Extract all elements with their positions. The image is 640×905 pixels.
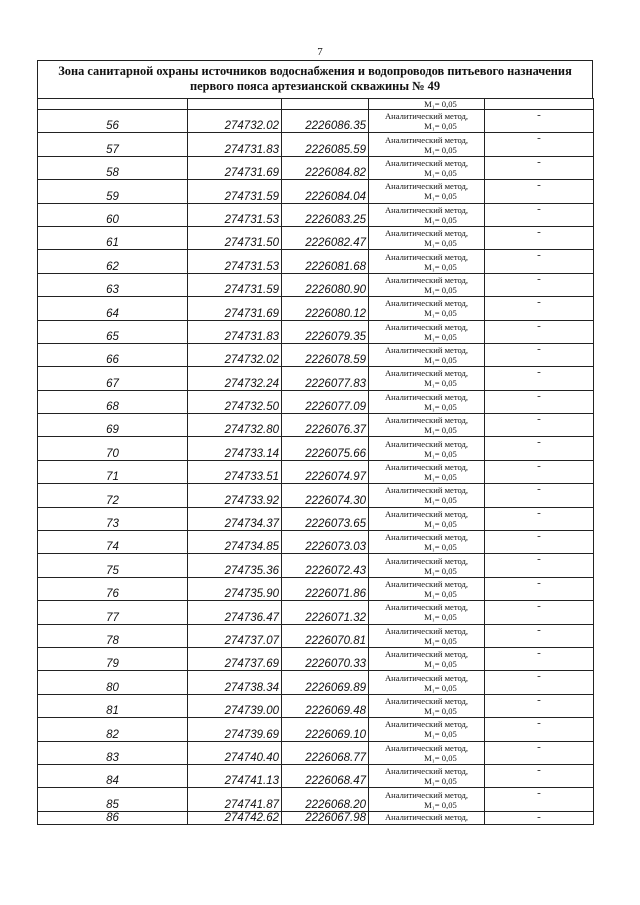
table-row xyxy=(38,694,594,717)
cell-note: - xyxy=(485,694,594,717)
cell-y: 2226084.04 xyxy=(282,180,369,203)
cell-point-number: 60 xyxy=(38,203,188,226)
cell-y: 2226086.35 xyxy=(282,110,369,133)
page-number: 7 xyxy=(317,46,323,58)
table-title-line-2: первого пояса артезианской скважины № 49 xyxy=(189,79,441,93)
method-accuracy: M₁= 0,05 xyxy=(424,378,457,389)
table-row xyxy=(38,414,594,437)
cell-x: 274731.53 xyxy=(188,203,282,226)
cell-y: 2226070.33 xyxy=(282,647,369,670)
table-row xyxy=(38,320,594,343)
cell-point-number: 75 xyxy=(38,554,188,577)
cell-note: - xyxy=(485,764,594,787)
cell-method xyxy=(369,741,485,764)
cell-x: 274731.69 xyxy=(188,156,282,179)
method-name: Аналитический метод, xyxy=(384,811,469,822)
cell-method xyxy=(369,507,485,530)
cell-method xyxy=(369,226,485,249)
cell-point-number: 61 xyxy=(38,226,188,249)
cell-method xyxy=(369,671,485,694)
cell-point-number: 78 xyxy=(38,624,188,647)
cell-x: 274731.83 xyxy=(188,320,282,343)
method-name: Аналитический метод, xyxy=(384,345,469,356)
cell-x: 274732.02 xyxy=(188,110,282,133)
cell-x: 274734.85 xyxy=(188,531,282,554)
cell-point-number: 73 xyxy=(38,507,188,530)
cell-note xyxy=(485,99,594,110)
cell-x: 274732.50 xyxy=(188,390,282,413)
method-name: Аналитический метод, xyxy=(384,415,469,426)
cell-point-number: 83 xyxy=(38,741,188,764)
cell-y: 2226074.97 xyxy=(282,460,369,483)
cell-y: 2226080.90 xyxy=(282,273,369,296)
cell-x: 274739.69 xyxy=(188,718,282,741)
method-name: Аналитический метод, xyxy=(384,485,469,496)
cell-point-number: 85 xyxy=(38,788,188,811)
table-row xyxy=(38,437,594,460)
method-name: Аналитический метод, xyxy=(384,602,469,613)
cell-method xyxy=(369,320,485,343)
method-accuracy: M₁= 0,05 xyxy=(424,144,457,155)
method-name: Аналитический метод, xyxy=(384,742,469,753)
cell-y: 2226079.35 xyxy=(282,320,369,343)
method-accuracy: M₁= 0,05 xyxy=(424,121,457,132)
cell-method xyxy=(369,718,485,741)
table-row xyxy=(38,297,594,320)
cell-x: 274741.87 xyxy=(188,788,282,811)
cell-y: 2226085.59 xyxy=(282,133,369,156)
cell-y xyxy=(282,99,369,110)
method-name: Аналитический метод, xyxy=(384,719,469,730)
cell-y: 2226068.20 xyxy=(282,788,369,811)
method-name: Аналитический метод, xyxy=(384,438,469,449)
method-accuracy: M₁= 0,05 xyxy=(424,238,457,249)
cell-y: 2226078.59 xyxy=(282,343,369,366)
method-accuracy: M₁= 0,05 xyxy=(424,284,457,295)
table-row-continued xyxy=(38,99,594,110)
cell-point-number: 62 xyxy=(38,250,188,273)
method-accuracy: M₁= 0,05 xyxy=(424,705,457,716)
method-name: Аналитический метод, xyxy=(384,274,469,285)
method-name: Аналитический метод, xyxy=(384,649,469,660)
method-accuracy: M₁= 0,05 xyxy=(424,448,457,459)
method-accuracy: M₁= 0,05 xyxy=(424,167,457,178)
method-name: Аналитический метод, xyxy=(384,228,469,239)
table-row xyxy=(38,741,594,764)
cell-x: 274733.14 xyxy=(188,437,282,460)
cell-x: 274731.69 xyxy=(188,297,282,320)
cell-x: 274734.37 xyxy=(188,507,282,530)
table-row xyxy=(38,203,594,226)
cell-x: 274737.69 xyxy=(188,647,282,670)
cell-x: 274738.34 xyxy=(188,671,282,694)
method-accuracy: M₁= 0,05 xyxy=(424,776,457,787)
cell-point-number: 69 xyxy=(38,414,188,437)
coordinates-sheet xyxy=(37,60,593,825)
method-accuracy: M₁= 0,05 xyxy=(424,308,457,319)
cell-note: - xyxy=(485,437,594,460)
cell-y: 2226075.66 xyxy=(282,437,369,460)
cell-method xyxy=(369,180,485,203)
cell-point-number: 79 xyxy=(38,647,188,670)
cell-note: - xyxy=(485,647,594,670)
cell-x: 274731.83 xyxy=(188,133,282,156)
table-row xyxy=(38,273,594,296)
method-accuracy: M₁= 0,05 xyxy=(424,635,457,646)
cell-y: 2226071.86 xyxy=(282,577,369,600)
cell-note: - xyxy=(485,203,594,226)
method-accuracy: M₁= 0,05 xyxy=(424,682,457,693)
cell-x: 274739.00 xyxy=(188,694,282,717)
cell-y: 2226067.98 xyxy=(282,811,369,824)
cell-note: - xyxy=(485,601,594,624)
cell-x: 274735.36 xyxy=(188,554,282,577)
cell-x: 274740.40 xyxy=(188,741,282,764)
cell-x: 274731.50 xyxy=(188,226,282,249)
cell-y: 2226072.43 xyxy=(282,554,369,577)
cell-method xyxy=(369,601,485,624)
coordinates-table xyxy=(37,98,594,825)
method-name: Аналитический метод, xyxy=(384,391,469,402)
table-title xyxy=(37,60,593,98)
cell-point-number: 72 xyxy=(38,484,188,507)
table-row xyxy=(38,180,594,203)
cell-y: 2226069.10 xyxy=(282,718,369,741)
method-accuracy: M₁= 0,05 xyxy=(424,799,457,810)
cell-note: - xyxy=(485,788,594,811)
cell-method xyxy=(369,577,485,600)
cell-point-number: 65 xyxy=(38,320,188,343)
cell-method xyxy=(369,460,485,483)
cell-method xyxy=(369,694,485,717)
cell-point-number: 66 xyxy=(38,343,188,366)
cell-note: - xyxy=(485,531,594,554)
method-accuracy: M₁= 0,05 xyxy=(424,214,457,225)
cell-x: 274735.90 xyxy=(188,577,282,600)
cell-note: - xyxy=(485,718,594,741)
cell-y: 2226074.30 xyxy=(282,484,369,507)
cell-method xyxy=(369,414,485,437)
method-name: Аналитический метод, xyxy=(384,298,469,309)
cell-method xyxy=(369,250,485,273)
cell-point-number: 76 xyxy=(38,577,188,600)
cell-note: - xyxy=(485,460,594,483)
table-row xyxy=(38,484,594,507)
cell-method xyxy=(369,624,485,647)
cell-point-number: 56 xyxy=(38,110,188,133)
cell-x: 274733.51 xyxy=(188,460,282,483)
method-accuracy: M₁= 0,05 xyxy=(424,425,457,436)
method-name: Аналитический метод, xyxy=(384,579,469,589)
cell-method xyxy=(369,203,485,226)
cell-note: - xyxy=(485,133,594,156)
cell-y: 2226069.89 xyxy=(282,671,369,694)
cell-y: 2226077.83 xyxy=(282,367,369,390)
method-accuracy: M₁= 0,05 xyxy=(424,518,457,529)
method-accuracy: M₁= 0,05 xyxy=(424,495,457,506)
cell-y: 2226082.47 xyxy=(282,226,369,249)
cell-method xyxy=(369,273,485,296)
cell-x: 274731.53 xyxy=(188,250,282,273)
cell-note: - xyxy=(485,297,594,320)
method-accuracy: M₁= 0,05 xyxy=(424,191,457,202)
table-row xyxy=(38,788,594,811)
cell-method xyxy=(369,390,485,413)
method-accuracy: M₁= 0,05 xyxy=(424,355,457,366)
table-row xyxy=(38,133,594,156)
cell-method xyxy=(369,343,485,366)
cell-note: - xyxy=(485,554,594,577)
table-row xyxy=(38,624,594,647)
cell-y: 2226073.03 xyxy=(282,531,369,554)
cell-y: 2226077.09 xyxy=(282,390,369,413)
cell-method xyxy=(369,764,485,787)
table-row xyxy=(38,507,594,530)
cell-note: - xyxy=(485,320,594,343)
method-accuracy: M₁= 0,05 xyxy=(424,331,457,342)
cell-x: 274733.92 xyxy=(188,484,282,507)
cell-x: 274731.59 xyxy=(188,273,282,296)
method-name: Аналитический метод, xyxy=(384,508,469,519)
cell-x: 274742.62 xyxy=(188,811,282,824)
method-accuracy: M₁= 0,05 xyxy=(424,472,457,483)
table-row xyxy=(38,226,594,249)
cell-method xyxy=(369,367,485,390)
cell-method xyxy=(369,110,485,133)
method-name: Аналитический метод, xyxy=(384,204,469,215)
cell-method xyxy=(369,297,485,320)
cell-method xyxy=(369,437,485,460)
cell-y: 2226068.77 xyxy=(282,741,369,764)
cell-note: - xyxy=(485,343,594,366)
cell-method xyxy=(369,99,485,110)
cell-note: - xyxy=(485,577,594,600)
cell-note: - xyxy=(485,367,594,390)
method-name: Аналитический метод, xyxy=(384,532,469,543)
method-name: Аналитический метод, xyxy=(384,181,469,192)
cell-point-number: 67 xyxy=(38,367,188,390)
table-row xyxy=(38,460,594,483)
cell-note: - xyxy=(485,250,594,273)
method-name: Аналитический метод, xyxy=(384,672,469,683)
cell-y: 2226081.68 xyxy=(282,250,369,273)
cell-point-number: 58 xyxy=(38,156,188,179)
table-row xyxy=(38,367,594,390)
table-row xyxy=(38,390,594,413)
cell-method xyxy=(369,156,485,179)
cell-point-number: 59 xyxy=(38,180,188,203)
cell-point-number: 86 xyxy=(38,811,188,824)
cell-method xyxy=(369,554,485,577)
cell-y: 2226076.37 xyxy=(282,414,369,437)
cell-y: 2226083.25 xyxy=(282,203,369,226)
cell-method xyxy=(369,788,485,811)
table-row-last xyxy=(38,811,594,824)
table-row xyxy=(38,110,594,133)
cell-y: 2226071.32 xyxy=(282,601,369,624)
cell-note: - xyxy=(485,226,594,249)
cell-note: - xyxy=(485,741,594,764)
cell-x: 274737.07 xyxy=(188,624,282,647)
cell-point-number: 71 xyxy=(38,460,188,483)
cell-x: 274732.02 xyxy=(188,343,282,366)
method-name: Аналитический метод, xyxy=(384,555,469,566)
method-name: Аналитический метод, xyxy=(384,251,469,262)
cell-note: - xyxy=(485,484,594,507)
method-name: Аналитический метод, xyxy=(384,111,469,122)
cell-note: - xyxy=(485,414,594,437)
method-name: Аналитический метод, xyxy=(384,368,469,379)
cell-y: 2226070.81 xyxy=(282,624,369,647)
cell-x xyxy=(188,99,282,110)
cell-point-number: 64 xyxy=(38,297,188,320)
table-title-line-1: Зона санитарной охраны источников водоснабжения и водопроводов питьевого назначения xyxy=(58,64,572,78)
cell-y: 2226073.65 xyxy=(282,507,369,530)
method-accuracy: M₁= 0,05 xyxy=(424,729,457,740)
cell-note: - xyxy=(485,624,594,647)
cell-y: 2226080.12 xyxy=(282,297,369,320)
cell-point-number xyxy=(38,99,188,110)
cell-method xyxy=(369,531,485,554)
cell-x: 274731.59 xyxy=(188,180,282,203)
table-row xyxy=(38,531,594,554)
table-row xyxy=(38,764,594,787)
cell-x: 274732.24 xyxy=(188,367,282,390)
cell-y: 2226084.82 xyxy=(282,156,369,179)
cell-note: - xyxy=(485,110,594,133)
cell-point-number: 81 xyxy=(38,694,188,717)
cell-point-number: 68 xyxy=(38,390,188,413)
cell-point-number: 57 xyxy=(38,133,188,156)
cell-note: - xyxy=(485,156,594,179)
cell-y: 2226069.48 xyxy=(282,694,369,717)
table-row xyxy=(38,647,594,670)
cell-x: 274741.13 xyxy=(188,764,282,787)
cell-note: - xyxy=(485,671,594,694)
method-name: Аналитический метод, xyxy=(384,157,469,168)
method-name: Аналитический метод, xyxy=(384,134,469,145)
table-row xyxy=(38,718,594,741)
cell-y: 2226068.47 xyxy=(282,764,369,787)
cell-method xyxy=(369,647,485,670)
cell-method xyxy=(369,484,485,507)
coordinates-table-body xyxy=(38,99,594,825)
method-accuracy: M₁= 0,05 xyxy=(424,565,457,576)
cell-point-number: 84 xyxy=(38,764,188,787)
cell-note: - xyxy=(485,273,594,296)
table-row xyxy=(38,671,594,694)
table-row xyxy=(38,577,594,600)
cell-note: - xyxy=(485,507,594,530)
cell-method xyxy=(369,133,485,156)
cell-point-number: 70 xyxy=(38,437,188,460)
method-accuracy: M₁= 0,05 xyxy=(424,98,457,109)
cell-point-number: 74 xyxy=(38,531,188,554)
cell-x: 274736.47 xyxy=(188,601,282,624)
method-accuracy: M₁= 0,05 xyxy=(424,752,457,763)
cell-x: 274732.80 xyxy=(188,414,282,437)
table-row xyxy=(38,554,594,577)
method-accuracy: M₁= 0,05 xyxy=(424,542,457,553)
method-name: Аналитический метод, xyxy=(384,462,469,473)
cell-point-number: 77 xyxy=(38,601,188,624)
table-row xyxy=(38,250,594,273)
table-row xyxy=(38,156,594,179)
table-row xyxy=(38,601,594,624)
cell-point-number: 63 xyxy=(38,273,188,296)
cell-method xyxy=(369,811,485,824)
method-name: Аналитический метод, xyxy=(384,695,469,706)
cell-note: - xyxy=(485,390,594,413)
method-accuracy: M₁= 0,05 xyxy=(424,401,457,412)
table-row xyxy=(38,343,594,366)
method-name: Аналитический метод, xyxy=(384,321,469,332)
cell-point-number: 82 xyxy=(38,718,188,741)
method-accuracy: M₁= 0,05 xyxy=(424,659,457,670)
method-accuracy: M₁= 0,05 xyxy=(424,589,457,599)
cell-point-number: 80 xyxy=(38,671,188,694)
cell-note: - xyxy=(485,811,594,824)
method-accuracy: M₁= 0,05 xyxy=(424,612,457,623)
method-accuracy: M₁= 0,05 xyxy=(424,261,457,272)
method-name: Аналитический метод, xyxy=(384,766,469,777)
method-name: Аналитический метод, xyxy=(384,625,469,636)
method-name: Аналитический метод, xyxy=(384,789,469,800)
cell-note: - xyxy=(485,180,594,203)
